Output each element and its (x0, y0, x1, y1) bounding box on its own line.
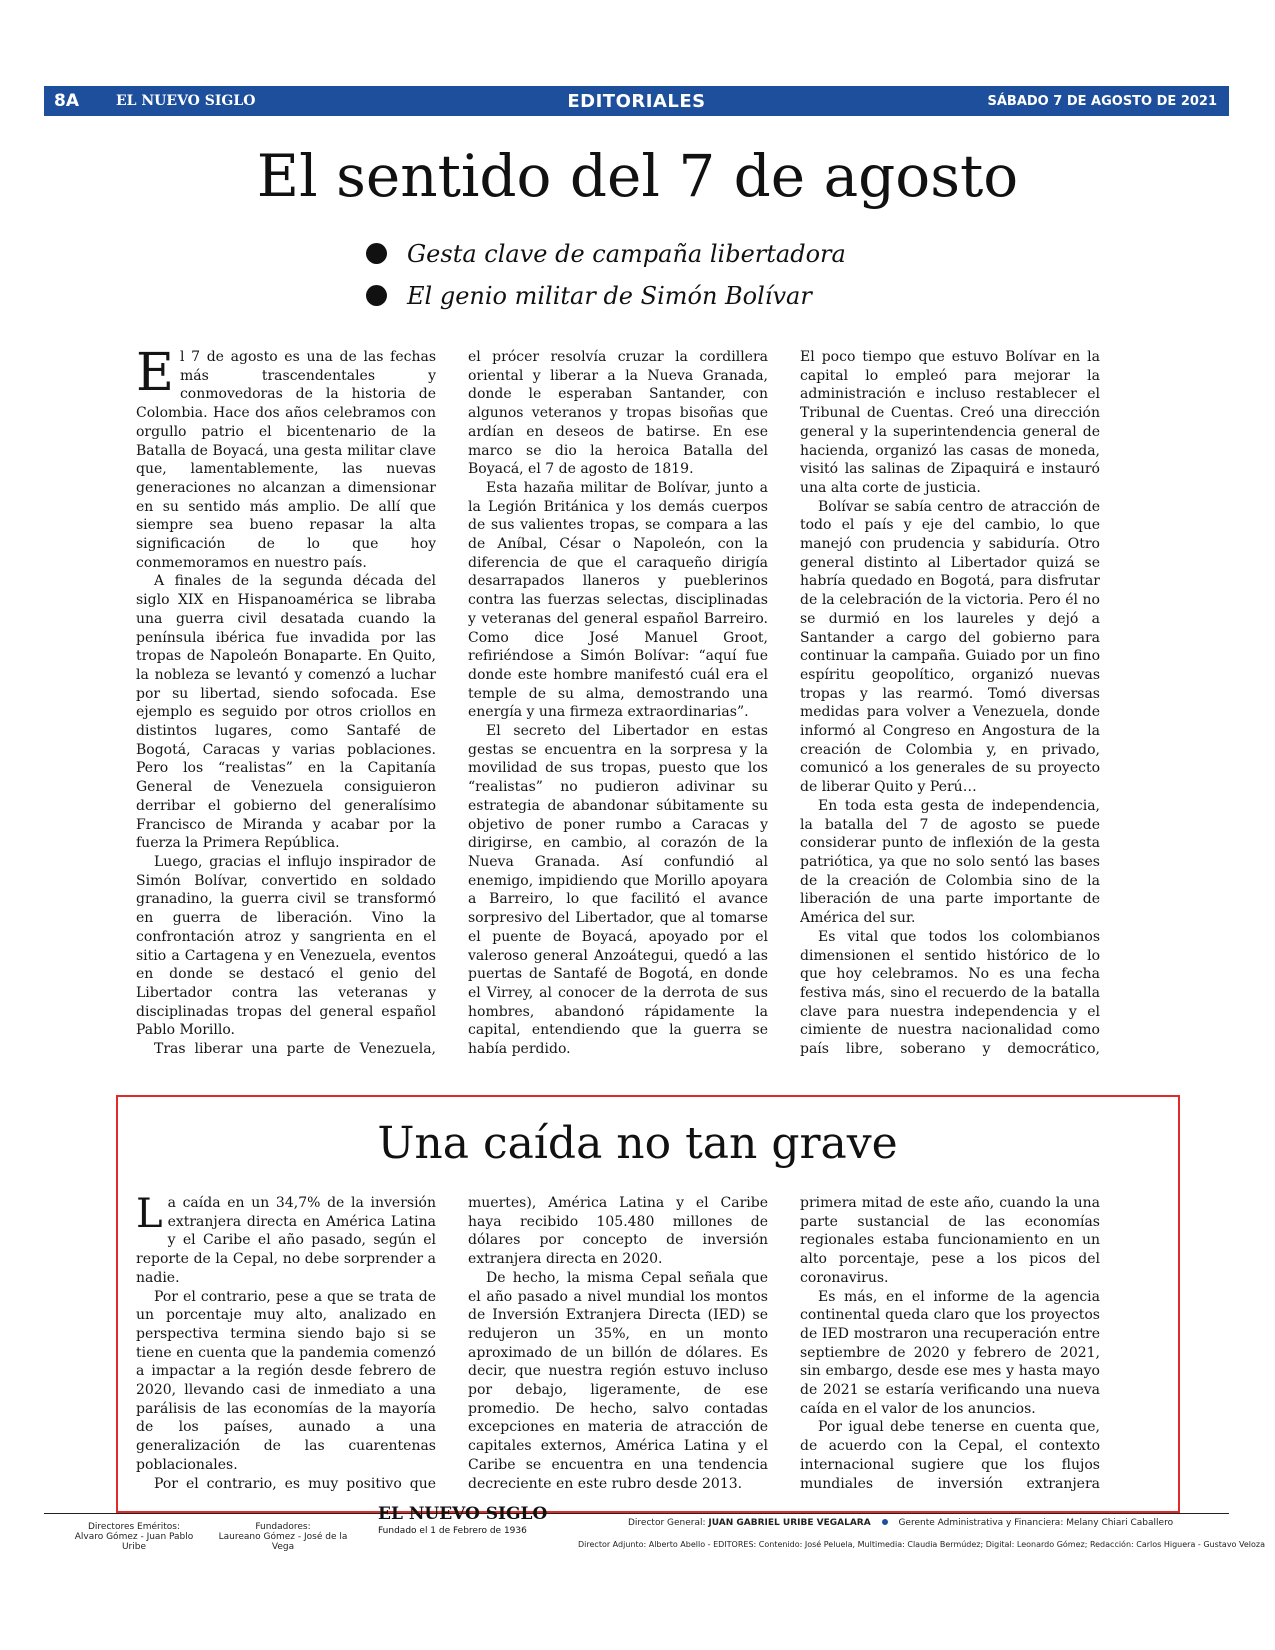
paragraph: Por el contrario, pese a que se trata de un porcentaje muy alto, analizado en perspectiva termina siendo bajo si se tiene en cuenta que la pandemia comenzó a impactar a la región desde febrero de 2020, llevando casi de inmediato a una parálisis de las economías de la mayoría de los países, aunado a una generalización de las cuarentenas poblacionales. (136, 1288, 436, 1473)
fundadores-label: Fundadores: (255, 1522, 311, 1532)
footer-staff-line-1 (628, 1518, 1173, 1528)
paragraph: muertes), América Latina y el Caribe haya recibido 105.480 millones de dólares por concepto de inversión extranjera directa en 2020. (468, 1195, 768, 1268)
gerente-name: Melany Chiari Caballero (1066, 1518, 1174, 1528)
paragraph: En toda esta gesta de independencia, la batalla del 7 de agosto se puede considerar punto de inflexión de la gesta patriótica, ya que no solo sentó las bases de la creación de Colombia sino de la liberación de una parte importante de América del sur. (800, 797, 1100, 927)
issue-date: SÁBADO 7 DE AGOSTO DE 2021 (987, 94, 1217, 109)
editorial1-column-3 (800, 348, 1100, 1058)
editorial2-column-3 (800, 1194, 1100, 1494)
page-number: 8A (54, 91, 79, 111)
gerente-label: Gerente Administrativa y Financiera: (898, 1518, 1064, 1528)
subhead-text: El genio militar de Simón Bolívar (407, 282, 812, 310)
fundadores-names: Laureano Gómez - José de la Vega (218, 1532, 348, 1552)
director-general-label: Director General: (628, 1518, 706, 1528)
masthead-bar (44, 86, 1229, 116)
subhead-1 (366, 238, 846, 280)
editorial-subheads (366, 238, 846, 322)
editorial2-column-1 (136, 1194, 436, 1494)
paragraph: La caída en un 34,7% de la inversión extranjera directa en América Latina y el Caribe el año pasado, según el reporte de la Cepal, no debe sorprender a nadie. (136, 1194, 436, 1286)
directores-names: Alvaro Gómez - Juan Pablo Uribe (74, 1532, 194, 1552)
bullet-dot-icon (366, 243, 387, 264)
editorial-headline: El sentido del 7 de agosto (256, 142, 1019, 210)
editorial2-column-2 (468, 1194, 768, 1494)
editorial1-column-2 (468, 348, 768, 1058)
founded-date: Fundado el 1 de Febrero de 1936 (378, 1526, 527, 1536)
section-title: EDITORIALES (567, 91, 706, 112)
paragraph: Luego, gracias el influjo inspirador de Simón Bolívar, convertido en soldado granadino, la guerra civil se transformó en guerra de liberación. Vino la confrontación atroz y sangrienta en el sitio a Cartagena y en Venezuela, eventos en donde se destacó el genio del Libertador contra las veteranas y disciplinadas tropas del general español Pablo Morillo. (136, 853, 436, 1039)
paragraph: El poco tiempo que estuvo Bolívar en la capital lo empleó para mejorar la administración e incluso restablecer el Tribunal de Cuentas. Creó una dirección general y la superintendencia general de hacienda, organizó las casas de moneda, visitó las salinas de Zipaquirá e instauró una alta corte de justicia. (800, 349, 1100, 496)
paragraph: De hecho, la misma Cepal señala que el año pasado a nivel mundial los montos de Inversión Extranjera Directa (IED) se redujeron un 35%, en un monto aproximado de un billón de dólares. Es decir, que nuestra región estuvo incluso por debajo, ligeramente, de ese promedio. De hecho, salvo contadas excepciones en materia de atracción de capitales externos, América Latina y el Caribe se encuentra en una tendencia decreciente en este rubro desde 2013. (468, 1269, 768, 1492)
paragraph: Tras liberar una parte de Venezuela, (154, 1041, 436, 1058)
footer-fundadores (208, 1522, 358, 1552)
paragraph: Bolívar se sabía centro de atracción de todo el país y eje del cambio, lo que manejó con prudencia y sabiduría. Otro general distinto al Libertador quizá se habría quedado en Bogotá, para disfrutar de la celebración de la victoria. Pero él no se durmió en los laureles y dejó a Santander a cargo del gobierno para continuar la campaña. Guiado por un fino espíritu geopolítico, organizó nuevas tropas y las rearmó. Tomó diversas medidas para volver a Venezuela, donde informó al Congreso en Angostura de la creación de Colombia y, en privado, comunicó a los generales de su proyecto de liberar Quito y Perú… (800, 498, 1100, 796)
subhead-text: Gesta clave de campaña libertadora (407, 240, 846, 268)
paragraph: Por igual debe tenerse en cuenta que, de acuerdo con la Cepal, el contexto internacional sugiere que los flujos mundiales de inversión extranjera (800, 1419, 1100, 1492)
subhead-2 (366, 280, 846, 322)
paragraph: A finales de la segunda década del siglo XIX en Hispanoamérica se libraba una guerra civil desatada cuando la península ibérica fue invadida por las tropas de Napoleón Bonaparte. En Quito, la nobleza se levantó y comenzó a luchar por su libertad, siendo sofocada. Ese ejemplo es seguido por otros criollos en distintos lugares, como Santafé de Bogotá, Caracas y varias poblaciones. Pero los “realistas” en la Capitanía General de Venezuela consiguieron derribar el gobierno del generalísimo Francisco de Miranda y acabar por la fuerza la Primera República. (136, 573, 436, 852)
footer-divider (44, 1513, 1229, 1514)
director-general-name: JUAN GABRIEL URIBE VEGALARA (708, 1518, 871, 1528)
footer-directores (74, 1522, 194, 1552)
drop-cap: L (136, 1194, 163, 1237)
paragraph: Es vital que todos los colombianos dimensionen el sentido histórico de lo que hoy celebramos. No es una fecha festiva más, sino el recuerdo de la batalla clave para nuestra independencia y el cimiente de nuestra nacionalidad como país libre, soberano y democrático, (800, 928, 1100, 1058)
paragraph: primera mitad de este año, cuando la una parte sustancial de las economías regionales estaba funcionamiento en un alto porcentaje, pese a los picos del coronavirus. (800, 1195, 1100, 1286)
paragraph: El 7 de agosto es una de las fechas más trascendentales y conmovedoras de la historia de Colombia. Hace dos años celebramos con orgullo patrio el bicentenario de la Batalla de Boyacá, una gesta militar clave que, lamentablemente, las nuevas generaciones no alcanzan a dimensionar en su sentido más amplio. De allí que siempre sea bueno repasar la alta significación de lo que hoy conmemoramos en nuestro país. (136, 348, 436, 571)
paragraph: Es más, en el informe de la agencia continental queda claro que los proyectos de IED mostraron una recuperación entre septiembre de 2020 y febrero de 2021, sin embargo, desde ese mes y hasta mayo de 2021 se estaría verificando una nueva caída en el valor de los anuncios. (800, 1288, 1100, 1417)
paragraph (468, 1493, 768, 1494)
footer-staff-line-2: Director Adjunto: Alberto Abello - EDITORES: Contenido: José Peluela, Multimedia: Claudia Bermúdez; Digital: Leonardo Gómez; Redacción: Carlos Higuera - Gustavo Veloza (578, 1540, 1265, 1549)
drop-cap: E (136, 348, 174, 403)
paragraph: Por el contrario, es muy positivo que (154, 1475, 436, 1492)
bullet-dot-icon (366, 285, 387, 306)
paragraph: Esta hazaña militar de Bolívar, junto a la Legión Británica y los demás cuerpos de sus valientes tropas, se compara a las de Aníbal, César o Napoleón, con la diferencia de que el caraqueño dirigía desarrapados llaneros y pueblerinos contra las fuerzas selectas, disciplinadas y veteranas del general español Barreiro. Como dice José Manuel Groot, refiriéndose a Simón Bolívar: “aquí fue donde este hombre manifestó cuál era el temple de su alma, demostrando una energía y una firmeza extraordinarias”. (468, 479, 768, 721)
separator-dot-icon (882, 1519, 888, 1525)
directores-label: Directores Eméritos: (88, 1522, 180, 1532)
editorial1-column-1 (136, 348, 436, 1058)
paper-name: EL NUEVO SIGLO (116, 93, 256, 109)
footer-logo: EL NUEVO SIGLO (378, 1504, 548, 1524)
paragraph: El secreto del Libertador en estas gestas se encuentra en la sorpresa y la movilidad de sus tropas, puesto que los “realistas” no pudieron adivinar su estrategia de abandonar súbitamente su objetivo de poner rumbo a Caracas y dirigirse, en cambio, al corazón de la Nueva Granada. Así confundió al enemigo, impidiendo que Morillo apoyara a Barreiro, lo que facilitó el avance sorpresivo del Libertador, que al tomarse el puente de Boyacá, apoyado por el valeroso general Anzoátegui, quedó a las puertas de Santafé de Bogotá, en donde el Virrey, al conocer de la derrota de sus hombres, abandonó rápidamente la capital, entendiendo que la guerra se había perdido. (468, 723, 768, 1058)
paragraph: el prócer resolvía cruzar la cordillera oriental y liberar a la Nueva Granada, donde le esperaban Santander, con algunos veteranos y tropas bisoñas que ardían en deseos de batirse. En ese marco se dio la heroica Batalla del Boyacá, el 7 de agosto de 1819. (468, 349, 768, 478)
editorial2-headline: Una caída no tan grave (377, 1118, 898, 1169)
